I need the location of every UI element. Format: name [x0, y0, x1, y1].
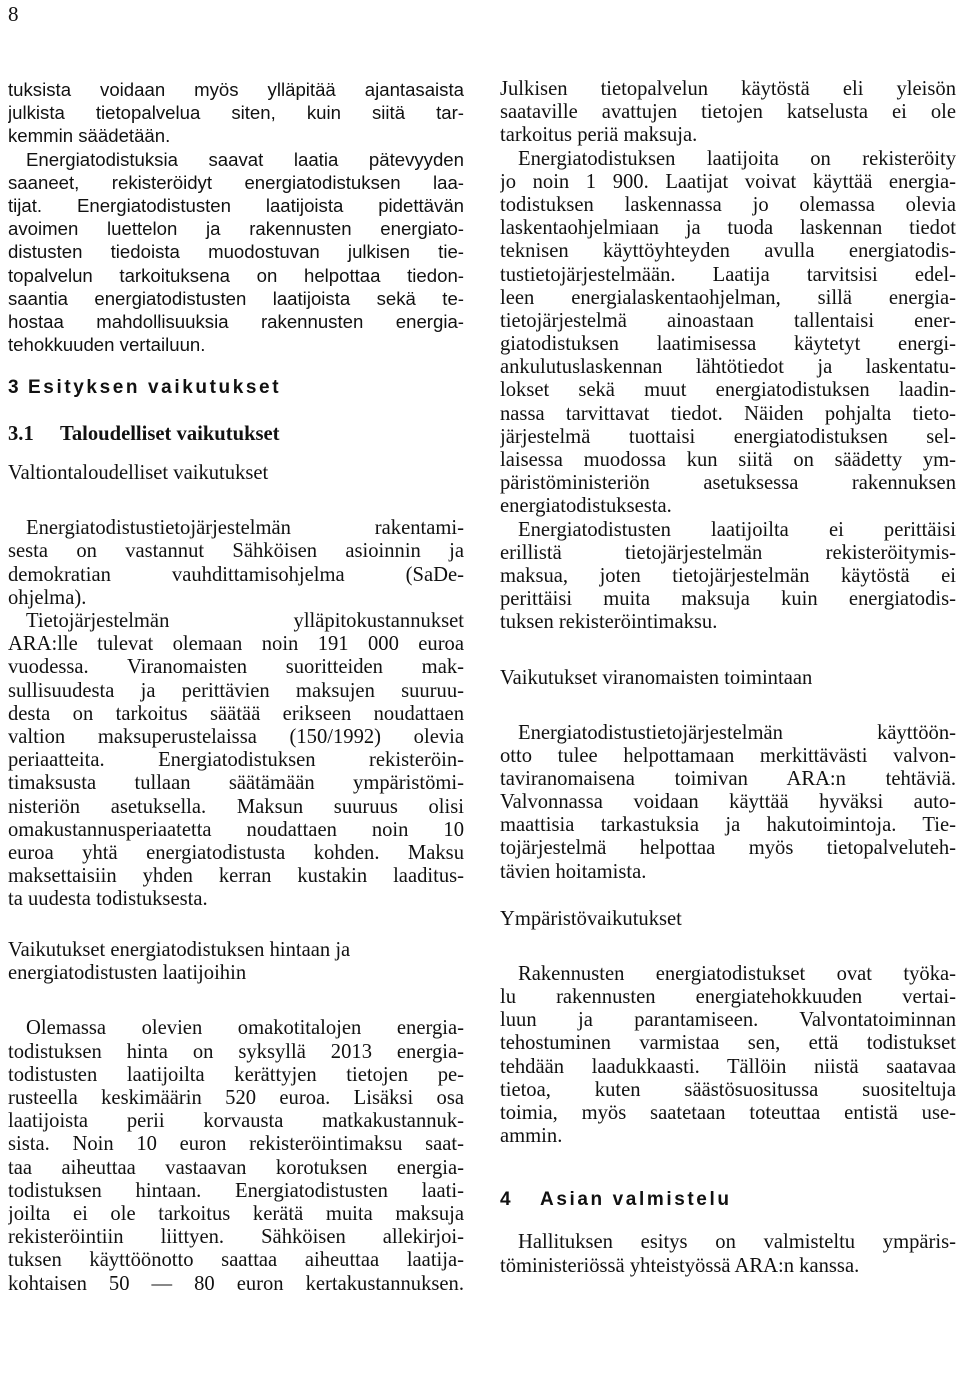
text-line: julkista tietopalvelua siten, kuin siitä tar-	[8, 102, 464, 124]
text-line: erillistä tietojärjestelmän rekisteröitymis-	[500, 541, 956, 564]
text-line: Valvonnassa voidaan käyttää hyväksi auto-	[500, 791, 956, 814]
state-finance-paragraph	[8, 517, 464, 911]
text-line: Energiatodistustietojärjestelmän käyttöön-	[518, 721, 956, 744]
text-line: valtion maksuperustelaissa (150/1992) olevia	[8, 725, 464, 748]
text-line: demokratian vauhdittamisohjelma (SaDe-	[8, 563, 464, 586]
text-line: saaneet, rekisteröidyt energiatodistuksen laa-	[8, 171, 464, 193]
intro-paragraph-left	[8, 78, 464, 356]
text-line: rusteella keskimäärin 520 euroa. Lisäksi osa	[8, 1087, 464, 1109]
section-heading-3	[8, 376, 464, 399]
text-line: tuksen rekisteröintimaksu.	[500, 611, 718, 634]
text-line: teknisen käyttöyhteyden avulla energiatodis-	[500, 240, 956, 263]
text-line: Rakennusten energiatodistukset ovat työka-	[518, 962, 956, 985]
price-paragraph	[8, 1017, 464, 1295]
text-line: tijat. Energiatodistusten laatijoista pidettävän	[8, 194, 464, 216]
subheading-line: energiatodistusten laatijoihin	[8, 962, 247, 985]
text-line: lu rakennusten energiatehokkuuden vertai-	[500, 986, 956, 1008]
section-number: 3	[8, 377, 22, 399]
text-line: saantia energiatodistusten laatijoista sekä te-	[8, 287, 464, 309]
text-line: hostaa mahdollisuuksia rakennusten energia-	[8, 310, 464, 332]
text-line: todistuksen hinta on syksyllä 2013 energia-	[8, 1040, 464, 1063]
page-number: 8	[8, 2, 19, 26]
text-line: luun ja parantamiseen. Valvontatoiminnan	[500, 1009, 956, 1032]
text-line: avoimen luettelon ja rakennusten energiato-	[8, 218, 464, 240]
text-line: Energiatodistustietojärjestelmän rakentami-	[26, 517, 464, 540]
text-line: sesta on vastannut Sähköisen asioinnin ja	[8, 540, 464, 563]
text-line: topalvelun tarkoituksena on helpottaa tiedon-	[8, 264, 464, 286]
text-line: maattisia tarkastuksia ja hakutoimintoja. Tie-	[500, 814, 956, 837]
text-line: Julkisen tietopalvelun käytöstä eli yleisön	[500, 78, 956, 100]
text-line: tuksen käyttöönotto saattaa aiheuttaa laatija-	[8, 1249, 464, 1272]
authorities-paragraph	[500, 722, 956, 884]
text-line: nassa tarvittavat tiedot. Näiden pohjalta tieto-	[500, 402, 956, 425]
subheading-price-effects	[8, 939, 464, 985]
text-line: joilta ei ole tarkoitus kerätä muita maksuja	[8, 1202, 464, 1225]
text-line: otto tulee helpottamaan merkittävästi valvon-	[500, 744, 956, 767]
text-line: Olemassa olevien omakotitalojen energia-	[26, 1017, 464, 1040]
intro-paragraph-right	[500, 78, 956, 635]
text-line: tehdään laadukkaasti. Tällöin niistä saatavaa	[500, 1055, 956, 1078]
text-line: tojärjestelmä helpottaa myös tietopalveluteh-	[500, 837, 956, 860]
text-line: vuodessa. Viranomaisten suoritteiden mak-	[8, 656, 464, 679]
text-line: taviranomaisena toimivan ARA:n tehtäviä.	[500, 767, 956, 790]
text-line: omakustannusperiaatetta noudattaen noin 10	[8, 818, 464, 841]
text-line: Energiatodistuksia saavat laatia pätevyyden	[26, 148, 464, 170]
text-line: ankulutuslaskennan lähtötiedot ja laskentatu-	[500, 356, 956, 379]
environment-paragraph	[500, 963, 956, 1149]
section-heading-4	[500, 1188, 956, 1211]
text-line: ammin.	[500, 1125, 563, 1148]
subsection-number: 3.1	[8, 423, 34, 446]
text-line: leen energialaskentaohjelman, sillä energia-	[500, 286, 956, 309]
text-line: ARA:lle tulevat olemaan noin 191 000 euroa	[8, 633, 464, 656]
text-line: todistusten laatijoilta kerättyjen tietojen pe-	[8, 1063, 464, 1086]
subsection-heading-3-1	[8, 423, 464, 446]
text-line: ta uudesta todistuksesta.	[8, 888, 208, 911]
text-line: maksettaisiin yhden kerran kustakin laaditus-	[8, 865, 464, 888]
text-line: lokset sekä muut energiatodistuksen laadin-	[500, 379, 956, 402]
text-line: kohtaisen 50 — 80 euron kertakustannuksen.	[8, 1272, 464, 1295]
text-line: timaksusta tullaan säätämään ympäristömi-	[8, 772, 464, 795]
text-line: Energiatodistuksen laatijoita on rekisteröity	[518, 147, 956, 170]
text-line: energiatodistuksesta.	[500, 495, 672, 518]
text-line: tustietojärjestelmään. Laatija tarvitsisi edel-	[500, 263, 956, 286]
text-line: laisessa muodossa kun siitä on säädetty ym-	[500, 449, 956, 471]
subsection-title: Taloudelliset vaikutukset	[60, 423, 280, 446]
text-line: euroa yhtä energiatodistusta kohden. Maksu	[8, 841, 464, 864]
text-line: töministeriössä yhteistyössä ARA:n kanssa.	[500, 1254, 860, 1277]
text-line: tehostuminen varmistaa sen, että todistukset	[500, 1032, 956, 1055]
text-line: taa aiheuttaa vastaavan korotuksen energia-	[8, 1156, 464, 1179]
text-line: jo noin 1 900. Laatijat voivat käyttää energia-	[500, 170, 956, 193]
text-line: toimia, myös saatetaan toteuttaa entistä use-	[500, 1101, 956, 1124]
text-line: kemmin säädetään.	[8, 125, 171, 147]
section-number: 4	[500, 1189, 514, 1211]
text-line: todistuksen laskennassa jo olemassa olevia	[500, 193, 956, 216]
text-line: päristöministeriön asetuksessa rakennuksen	[500, 472, 956, 495]
text-line: järjestelmä tuottaisi energiatodistuksen sel-	[500, 425, 956, 448]
text-line: nisteriön asetuksella. Maksun suuruus olisi	[8, 795, 464, 818]
text-line: tävien hoitamista.	[500, 860, 647, 883]
text-line: tietoa, kuten säästösuositussa suositeltuja	[500, 1078, 956, 1101]
left-column	[8, 78, 464, 1296]
text-line: sista. Noin 10 euron rekisteröintimaksu saat-	[8, 1133, 464, 1156]
subheading-environment: Ympäristövaikutukset	[500, 907, 682, 930]
text-line: perittäisi muita maksuja kuin energiatodis-	[500, 588, 956, 611]
text-line: sullisuudesta ja perittävien maksujen suuruu-	[8, 679, 464, 702]
text-line: laatijoista perii korvausta matkakustannuk-	[8, 1110, 464, 1133]
text-line: laskentaohjelmiaan ja tuoda laskennan tiedot	[500, 217, 956, 240]
text-line: todistuksen hintaan. Energiatodistusten laati-	[8, 1179, 464, 1202]
preparation-paragraph	[500, 1231, 956, 1277]
text-line: rekisteröintiin liittyen. Sähköisen allekirjoi-	[8, 1226, 464, 1249]
text-line: periaatteita. Energiatodistuksen rekisteröin-	[8, 749, 464, 772]
text-line: saataville avattujen tietojen katselusta ei ole	[500, 101, 956, 124]
text-line: tehokkuuden vertailuun.	[8, 334, 206, 356]
text-line: maksua, joten tietojärjestelmän käytöstä ei	[500, 564, 956, 587]
right-column	[500, 78, 956, 1278]
subheading-line: Vaikutukset energiatodistuksen hintaan ja	[8, 939, 351, 962]
subheading-state-finance: Valtiontaloudelliset vaikutukset	[8, 462, 269, 485]
text-line: desta on tarkoitus säätää erikseen noudattaen	[8, 702, 464, 725]
text-line: tuksista voidaan myös ylläpitää ajantasaista	[8, 79, 464, 100]
text-line: Energiatodistusten laatijoilta ei perittäisi	[518, 518, 956, 541]
text-line: tarkoitus periä maksuja.	[500, 124, 698, 147]
text-line: Tietojärjestelmän ylläpitokustannukset	[26, 610, 464, 632]
section-title: Asian valmistelu	[540, 1189, 732, 1211]
text-line: tietojärjestelmä ainoastaan tallentaisi ener-	[500, 309, 956, 332]
text-line: Hallituksen esitys on valmisteltu ympäris-	[518, 1231, 956, 1254]
text-line: distusten tiedoista muodostuvan julkisen tie-	[8, 241, 464, 263]
section-title: Esityksen vaikutukset	[28, 377, 282, 399]
text-line: giatodistuksen laatimisessa käytetyt energi-	[500, 333, 956, 356]
subheading-authorities: Vaikutukset viranomaisten toimintaan	[500, 666, 813, 689]
text-line: ohjelma).	[8, 586, 87, 609]
